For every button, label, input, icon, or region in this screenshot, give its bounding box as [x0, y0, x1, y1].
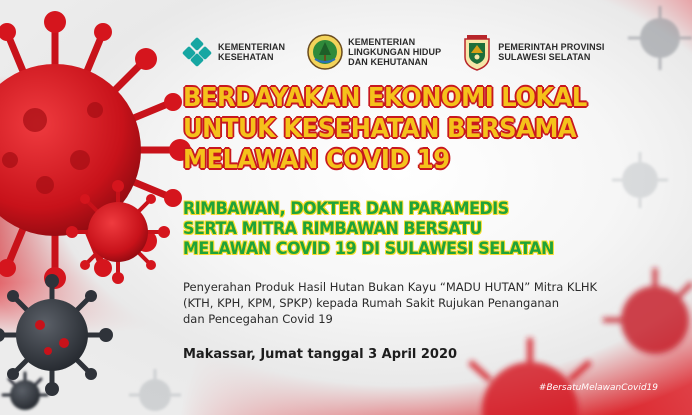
headline-line-1: BERDAYAKAN EKONOMI LOKAL	[183, 83, 587, 113]
subheadline	[183, 199, 648, 259]
logo-row	[182, 30, 604, 74]
kemenkes-logo-icon	[182, 37, 212, 67]
description-line-2: (KTH, KPH, KPM, SPKP) kepada Rumah Sakit Rujukan Penanganan	[183, 296, 560, 310]
logo-kemenkes	[182, 37, 285, 67]
logo-pemprov-label: PEMERINTAH PROVINSI SULAWESI SELATAN	[498, 42, 605, 62]
description-line-1: Penyerahan Produk Hasil Hutan Bukan Kayu “MADU HUTAN” Mitra KLHK	[183, 280, 598, 294]
hashtag: #BersatuMelawanCovid19	[538, 383, 658, 393]
headline-line-2: UNTUK KESEHATAN BERSAMA	[183, 114, 577, 144]
headline-line-3: MELAWAN COVID 19	[183, 145, 450, 175]
subheadline-line-2: SERTA MITRA RIMBAWAN BERSATU	[183, 219, 482, 239]
logo-kemenkes-label: KEMENTERIAN KESEHATAN	[218, 42, 286, 62]
description-paragraph	[183, 279, 683, 327]
description-line-3: dan Pencegahan Covid 19	[183, 312, 333, 326]
virus-icon	[129, 369, 181, 411]
logo-klhk-label: KEMENTERIAN LINGKUNGAN HIDUP DAN KEHUTANAN	[348, 37, 442, 67]
virus-icon	[3, 373, 47, 410]
event-date: Makassar, Jumat tanggal 3 April 2020	[183, 347, 458, 362]
subheadline-line-3: MELAWAN COVID 19 DI SULAWESI SELATAN	[183, 239, 554, 259]
subheadline-line-1: RIMBAWAN, DOKTER DAN PARAMEDIS	[183, 199, 509, 219]
virus-icon	[470, 338, 590, 415]
virus-icon	[0, 274, 113, 396]
virus-icon	[628, 6, 692, 70]
logo-pemprov	[461, 33, 604, 71]
headline	[183, 83, 648, 176]
klhk-logo-icon	[307, 33, 343, 71]
pemprov-sulsel-logo-icon	[461, 33, 493, 71]
virus-icon	[66, 180, 170, 284]
logo-klhk	[307, 33, 441, 71]
